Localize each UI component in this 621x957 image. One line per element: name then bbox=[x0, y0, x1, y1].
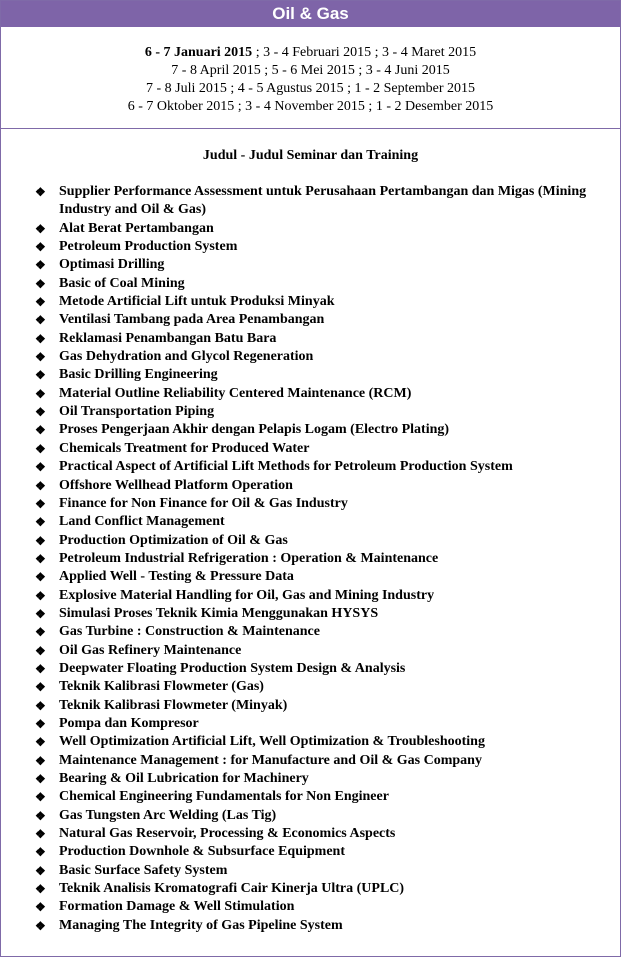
topic-item bbox=[35, 697, 595, 715]
topic-item bbox=[35, 440, 595, 458]
topic-label: Optimasi Drilling bbox=[59, 257, 165, 273]
diamond-bullet-icon: ❖ bbox=[35, 423, 46, 438]
topic-item bbox=[35, 733, 595, 751]
topic-item bbox=[35, 898, 595, 916]
topic-item bbox=[35, 366, 595, 384]
topic-item bbox=[35, 825, 595, 843]
topic-item bbox=[35, 220, 595, 238]
topic-label: Natural Gas Reservoir, Processing & Economics Aspects bbox=[59, 826, 396, 842]
topic-item bbox=[35, 256, 595, 274]
topic-item bbox=[35, 293, 595, 311]
schedule-line-2: 7 - 8 April 2015 ; 5 - 6 Mei 2015 ; 3 - 4 Juni 2015 bbox=[171, 63, 450, 78]
schedule-line-1 bbox=[1, 44, 620, 62]
topic-label: Production Downhole & Subsurface Equipment bbox=[59, 844, 346, 860]
diamond-bullet-icon: ❖ bbox=[35, 533, 46, 548]
topic-label: Basic Surface Safety System bbox=[59, 862, 228, 878]
diamond-bullet-icon: ❖ bbox=[35, 606, 46, 621]
diamond-bullet-icon: ❖ bbox=[35, 551, 46, 566]
topic-item bbox=[35, 495, 595, 513]
topic-label: Supplier Performance Assessment untuk Perusahaan Pertambangan dan Migas (Mining Industry and Oil & Gas) bbox=[59, 184, 587, 218]
topic-label: Metode Artificial Lift untuk Produksi Minyak bbox=[59, 294, 335, 310]
diamond-bullet-icon: ❖ bbox=[35, 808, 46, 823]
schedule-dates bbox=[1, 44, 620, 116]
topic-item bbox=[35, 752, 595, 770]
diamond-bullet-icon: ❖ bbox=[35, 680, 46, 695]
diamond-bullet-icon: ❖ bbox=[35, 405, 46, 420]
diamond-bullet-icon: ❖ bbox=[35, 790, 46, 805]
topic-item bbox=[35, 385, 595, 403]
topic-item bbox=[35, 862, 595, 880]
topic-item bbox=[35, 660, 595, 678]
section-title: Judul - Judul Seminar dan Training bbox=[202, 148, 419, 163]
topic-item bbox=[35, 421, 595, 439]
diamond-bullet-icon: ❖ bbox=[35, 698, 46, 713]
topic-item bbox=[35, 238, 595, 256]
diamond-bullet-icon: ❖ bbox=[35, 460, 46, 475]
topic-label: Basic Drilling Engineering bbox=[59, 367, 218, 383]
topic-item bbox=[35, 678, 595, 696]
topic-label: Alat Berat Pertambangan bbox=[59, 220, 214, 236]
diamond-bullet-icon: ❖ bbox=[35, 478, 46, 493]
topic-item bbox=[35, 880, 595, 898]
topic-label: Ventilasi Tambang pada Area Penambangan bbox=[59, 312, 325, 328]
diamond-bullet-icon: ❖ bbox=[35, 295, 46, 310]
topic-item bbox=[35, 477, 595, 495]
topic-label: Well Optimization Artificial Lift, Well Optimization & Troubleshooting bbox=[59, 734, 485, 750]
topic-label: Teknik Kalibrasi Flowmeter (Gas) bbox=[59, 679, 264, 695]
diamond-bullet-icon: ❖ bbox=[35, 570, 46, 585]
diamond-bullet-icon: ❖ bbox=[35, 772, 46, 786]
topic-item bbox=[35, 843, 595, 861]
diamond-bullet-icon: ❖ bbox=[35, 900, 46, 915]
topic-item bbox=[35, 403, 595, 421]
diamond-bullet-icon: ❖ bbox=[35, 882, 46, 897]
topic-label: Practical Aspect of Artificial Lift Methods for Petroleum Production System bbox=[59, 459, 513, 475]
topic-item bbox=[35, 587, 595, 605]
topic-label: Teknik Analisis Kromatografi Cair Kinerja Ultra (UPLC) bbox=[59, 881, 405, 897]
topic-label: Teknik Kalibrasi Flowmeter (Minyak) bbox=[59, 697, 288, 713]
topic-label: Finance for Non Finance for Oil & Gas Industry bbox=[59, 495, 348, 511]
topic-label: Reklamasi Penambangan Batu Bara bbox=[59, 330, 277, 346]
diamond-bullet-icon: ❖ bbox=[35, 276, 46, 291]
topic-item bbox=[35, 458, 595, 476]
topic-label: Oil Gas Refinery Maintenance bbox=[59, 642, 242, 658]
topic-label: Gas Turbine : Construction & Maintenance bbox=[59, 624, 320, 640]
topic-label: Chemical Engineering Fundamentals for Non Engineer bbox=[59, 789, 389, 805]
topic-label: Petroleum Production System bbox=[59, 239, 238, 255]
diamond-bullet-icon: ❖ bbox=[35, 735, 46, 750]
diamond-bullet-icon: ❖ bbox=[35, 258, 46, 273]
topic-item bbox=[35, 513, 595, 531]
topic-label: Pompa dan Kompresor bbox=[59, 715, 199, 731]
diamond-bullet-icon: ❖ bbox=[35, 753, 46, 768]
topic-label: Petroleum Industrial Refrigeration : Operation & Maintenance bbox=[59, 550, 439, 566]
schedule-line-4: 6 - 7 Oktober 2015 ; 3 - 4 November 2015 ; 1 - 2 Desember 2015 bbox=[127, 99, 494, 114]
topic-item bbox=[35, 788, 595, 806]
topic-label: Land Conflict Management bbox=[59, 514, 225, 530]
topic-label: Maintenance Management : for Manufacture and Oil & Gas Company bbox=[59, 752, 482, 768]
diamond-bullet-icon: ❖ bbox=[35, 368, 46, 383]
topic-label: Formation Damage & Well Stimulation bbox=[59, 899, 295, 915]
topic-label: Proses Pengerjaan Akhir dengan Pelapis Logam (Electro Plating) bbox=[59, 422, 450, 438]
topic-item bbox=[35, 275, 595, 293]
schedule-line-1-rest: ; 3 - 4 Februari 2015 ; 3 - 4 Maret 2015 bbox=[252, 45, 477, 60]
topic-item bbox=[35, 348, 595, 366]
topic-item bbox=[35, 550, 595, 568]
diamond-bullet-icon: ❖ bbox=[35, 827, 46, 842]
diamond-bullet-icon: ❖ bbox=[35, 661, 46, 676]
topic-item bbox=[35, 568, 595, 586]
schedule-line-3: 7 - 8 Juli 2015 ; 4 - 5 Agustus 2015 ; 1 - 2 September 2015 bbox=[146, 81, 475, 96]
topic-item bbox=[35, 807, 595, 825]
section-divider bbox=[1, 128, 620, 129]
diamond-bullet-icon: ❖ bbox=[35, 716, 46, 731]
topic-label: Bearing & Oil Lubrication for Machinery bbox=[59, 771, 309, 786]
diamond-bullet-icon: ❖ bbox=[35, 350, 46, 365]
diamond-bullet-icon: ❖ bbox=[35, 863, 46, 878]
diamond-bullet-icon: ❖ bbox=[35, 331, 46, 346]
topic-label: Oil Transportation Piping bbox=[59, 404, 215, 420]
topic-item bbox=[35, 917, 595, 935]
schedule-first-date: 6 - 7 Januari 2015 bbox=[144, 45, 253, 60]
diamond-bullet-icon: ❖ bbox=[35, 496, 46, 511]
topic-item bbox=[35, 330, 595, 348]
diamond-bullet-icon: ❖ bbox=[35, 386, 46, 401]
topic-item bbox=[35, 532, 595, 550]
topic-label: Applied Well - Testing & Pressure Data bbox=[59, 569, 294, 585]
topic-label: Managing The Integrity of Gas Pipeline System bbox=[59, 917, 343, 933]
topic-label: Gas Dehydration and Glycol Regeneration bbox=[59, 349, 314, 365]
topic-item bbox=[35, 311, 595, 329]
topic-label: Offshore Wellhead Platform Operation bbox=[59, 477, 293, 493]
diamond-bullet-icon: ❖ bbox=[35, 221, 46, 236]
diamond-bullet-icon: ❖ bbox=[35, 643, 46, 658]
topic-item bbox=[35, 605, 595, 623]
topic-label: Simulasi Proses Teknik Kimia Menggunakan HYSYS bbox=[59, 605, 379, 621]
topic-label: Production Optimization of Oil & Gas bbox=[59, 532, 288, 548]
topic-item bbox=[35, 715, 595, 733]
topic-item bbox=[35, 183, 595, 220]
diamond-bullet-icon: ❖ bbox=[35, 313, 46, 328]
diamond-bullet-icon: ❖ bbox=[35, 185, 46, 199]
topic-label: Deepwater Floating Production System Design & Analysis bbox=[59, 660, 406, 676]
topic-list bbox=[35, 183, 595, 935]
diamond-bullet-icon: ❖ bbox=[35, 515, 46, 530]
diamond-bullet-icon: ❖ bbox=[35, 240, 46, 255]
diamond-bullet-icon: ❖ bbox=[35, 918, 46, 933]
topic-label: Chemicals Treatment for Produced Water bbox=[59, 440, 310, 456]
diamond-bullet-icon: ❖ bbox=[35, 845, 46, 860]
diamond-bullet-icon: ❖ bbox=[35, 441, 46, 456]
diamond-bullet-icon: ❖ bbox=[35, 588, 46, 603]
topic-item bbox=[35, 770, 595, 788]
topic-label: Explosive Material Handling for Oil, Gas and Mining Industry bbox=[59, 587, 435, 603]
topic-label: Material Outline Reliability Centered Maintenance (RCM) bbox=[59, 385, 412, 401]
topic-label: Gas Tungsten Arc Welding (Las Tig) bbox=[59, 807, 277, 823]
topic-item bbox=[35, 642, 595, 660]
page-title: Oil & Gas bbox=[1, 1, 620, 27]
diamond-bullet-icon: ❖ bbox=[35, 625, 46, 640]
topic-label: Basic of Coal Mining bbox=[59, 275, 185, 291]
topic-item bbox=[35, 623, 595, 641]
